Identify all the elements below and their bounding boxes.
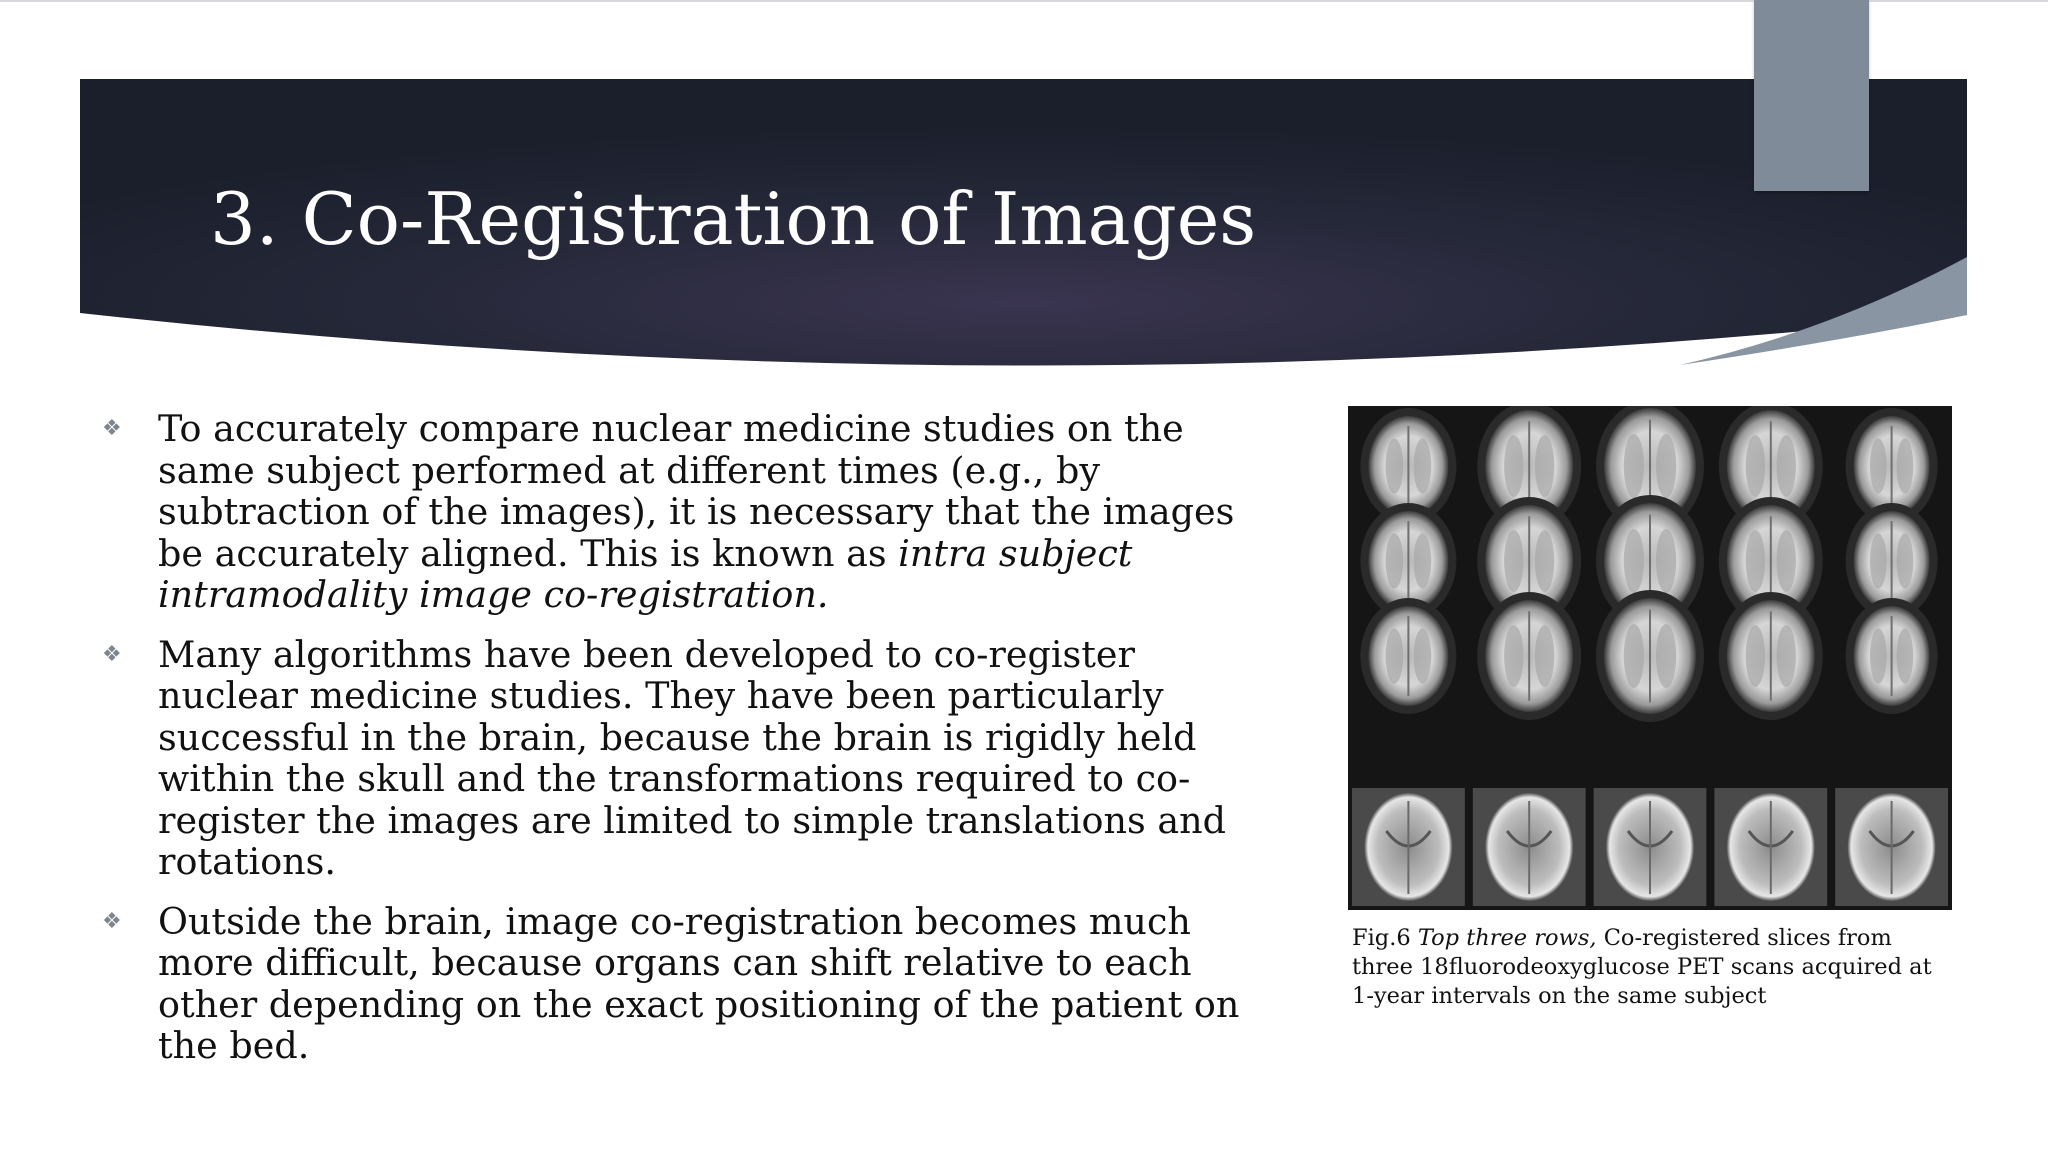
mri-slice	[1594, 788, 1707, 906]
caption-label: Fig.6	[1352, 925, 1418, 951]
mri-slice	[1352, 788, 1465, 906]
bullet-item	[100, 634, 1260, 883]
top-rule	[0, 0, 2048, 2]
caption-text: Co-registered slices from three 18fluorodeoxyglucose PET scans acquired at 1-year intervals on the same subject	[1352, 925, 1932, 1009]
pet-slice	[1360, 598, 1456, 714]
caption-emphasis: Top three rows,	[1417, 925, 1597, 951]
brain-scan-figure	[1348, 406, 1952, 910]
brain-scan-grid	[1348, 406, 1952, 910]
bullet-item	[100, 901, 1260, 1067]
slide-title: 3. Co-Registration of Images	[210, 177, 1257, 261]
bullet-body: To accurately compare nuclear medicine studies on the same subject performed at different times (e.g., by subtraction of the images), it is necessary that the images be accurately aligned. This is known as	[158, 407, 1235, 575]
mri-slice	[1473, 788, 1586, 906]
mri-slice	[1714, 788, 1827, 906]
pet-slice	[1477, 592, 1581, 720]
bullet-item	[100, 408, 1260, 616]
diamond-bullet-icon: ❖	[102, 641, 122, 667]
mri-slice	[1835, 788, 1948, 906]
bullet-text: Outside the brain, image co-registration becomes much more difficult, because organs can shift relative to each other depending on the exact positioning of the patient on the bed.	[158, 899, 1240, 1067]
pet-slice	[1719, 592, 1823, 720]
bullet-list	[100, 408, 1260, 1085]
diamond-bullet-icon: ❖	[102, 416, 122, 441]
figure-caption	[1352, 924, 1952, 1011]
diamond-bullet-icon: ❖	[102, 908, 122, 934]
pet-slice	[1596, 590, 1704, 722]
pet-slice	[1846, 598, 1938, 714]
bullet-text: Many algorithms have been developed to co-register nuclear medicine studies. They have been particularly successful in the brain, because the brain is rigidly held within the skull and the transformations required to co-register the images are limited to simple translations and rotations.	[158, 632, 1226, 883]
accent-tab	[1754, 0, 1869, 191]
bullet-text	[158, 408, 1260, 616]
bullet-emphasis: intra subject intramodality image co-registration.	[158, 531, 1133, 616]
